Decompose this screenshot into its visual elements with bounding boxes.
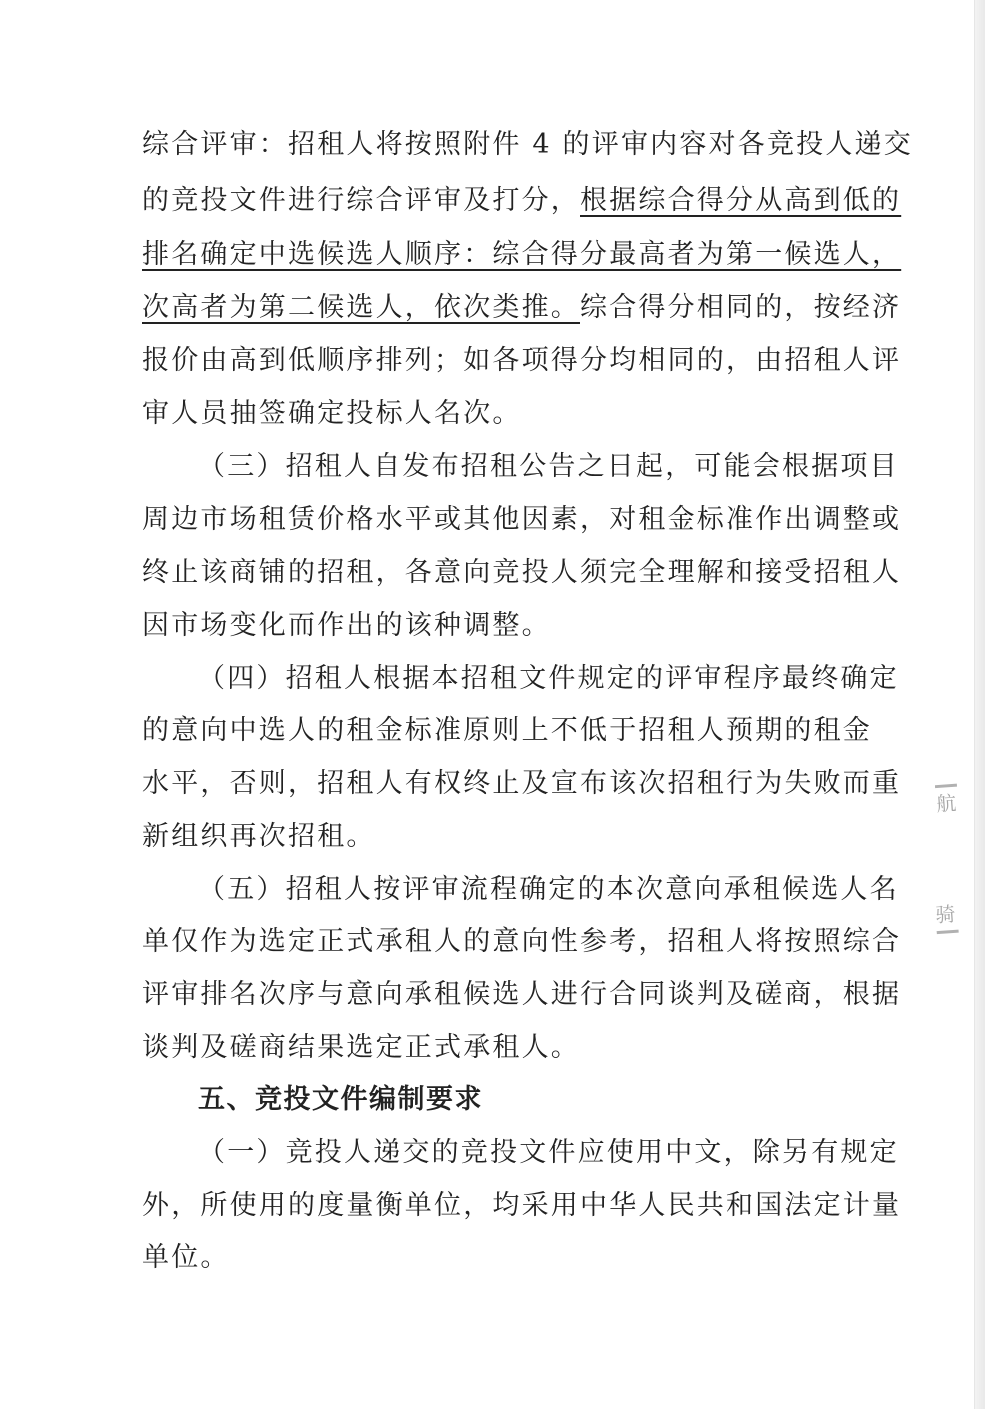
paragraph-line-3: 排名确定中选候选人顺序：综合得分最高者为第一候选人， <box>142 239 902 270</box>
line-2-text: 的竞投文件进行综合评审及打分， <box>142 185 580 216</box>
paragraph-line-21: 单位。 <box>142 1242 230 1273</box>
paragraph-line-6: 审人员抽签确定投标人名次。 <box>142 398 522 429</box>
paragraph-line-7: （三）招租人自发布招租公告之日起，可能会根据项目 <box>198 451 899 482</box>
paragraph-line-17: 评审排名次序与意向承租候选人进行合同谈判及磋商，根据 <box>142 979 902 1010</box>
paragraph-line-9: 终止该商铺的招租，各意向竞投人须完全理解和接受招租人 <box>142 557 902 588</box>
edge-seal-top <box>935 779 972 851</box>
paragraph-line-13: 水平，否则，招租人有权终止及宣布该次招租行为失败而重 <box>142 768 902 799</box>
paragraph-line-19: （一）竞投人递交的竞投文件应使用中文，除另有规定 <box>198 1137 899 1168</box>
line-4-text: 综合得分相同的，按经济 <box>580 292 902 323</box>
edge-seal-bottom-text: 骑 <box>934 901 957 928</box>
edge-seal-bottom <box>935 901 972 973</box>
paragraph-line-18: 谈判及磋商结果选定正式承租人。 <box>142 1032 580 1063</box>
paragraph-line-10: 因市场变化而作出的该种调整。 <box>142 610 551 641</box>
paragraph-line-20: 外，所使用的度量衡单位，均采用中华人民共和国法定计量 <box>142 1190 902 1221</box>
seal-mark-top <box>935 784 957 789</box>
paragraph-line-1: 综合评审：招租人将按照附件 4 的评审内容对各竞投人递交 <box>142 129 913 160</box>
paragraph-line-14: 新组织再次招租。 <box>142 821 376 852</box>
underlined-text-1: 根据综合得分从高到低的 <box>580 185 902 216</box>
edge-seal-top-text: 航 <box>935 790 957 817</box>
paragraph-line-15: （五）招租人按评审流程确定的本次意向承租候选人名 <box>198 874 899 905</box>
paragraph-line-2 <box>142 181 902 221</box>
section-heading: 五、竞投文件编制要求 <box>198 1084 483 1115</box>
paragraph-line-8: 周边市场租赁价格水平或其他因素，对租金标准作出调整或 <box>142 504 902 535</box>
seal-mark-bottom <box>937 930 959 935</box>
paragraph-line-5: 报价由高到低顺序排列；如各项得分均相同的，由招租人评 <box>142 345 902 376</box>
paragraph-line-16: 单仅作为选定正式承租人的意向性参考，招租人将按照综合 <box>142 926 902 957</box>
paragraph-line-4 <box>142 288 902 328</box>
paragraph-line-12: 的意向中选人的租金标准原则上不低于招租人预期的租金 <box>142 715 872 746</box>
paragraph-line-11: （四）招租人根据本招租文件规定的评审程序最终确定 <box>198 663 899 694</box>
page-edge-shadow <box>974 0 985 1409</box>
underlined-text-2: 次高者为第二候选人，依次类推。 <box>142 292 580 323</box>
